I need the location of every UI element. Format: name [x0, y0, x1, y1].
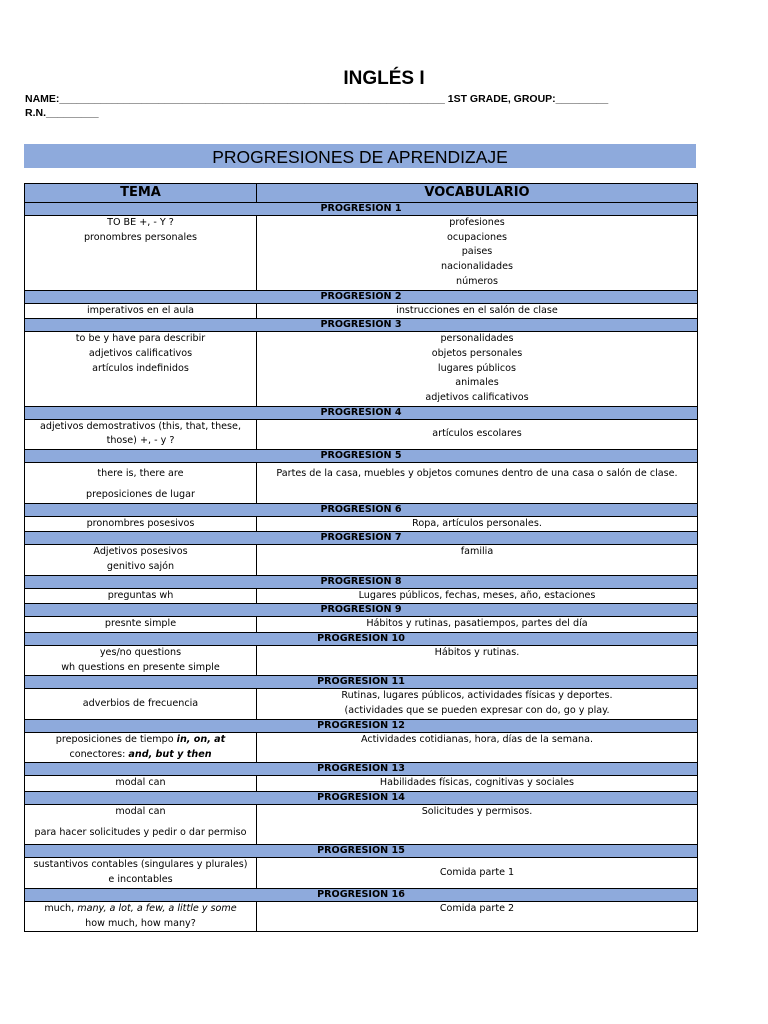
- tema-cell: [25, 858, 257, 888]
- table-row: [25, 689, 698, 719]
- progression-band: [25, 676, 698, 689]
- tema-cell: presnte simple: [25, 617, 257, 633]
- tema-line: sustantivos contables (singulares y plurales): [33, 859, 248, 871]
- tema-text: preposiciones de tiempo: [55, 733, 177, 745]
- tema-line: e incontables: [108, 874, 173, 886]
- column-header-vocabulario: VOCABULARIO: [257, 184, 698, 203]
- progression-band: [25, 532, 698, 545]
- tema-line: [27, 748, 254, 763]
- tema-emphasis: many, a lot, a few, a little y some: [77, 902, 237, 914]
- progression-label: PROGRESION 4: [25, 406, 698, 419]
- progression-label: PROGRESION 10: [25, 633, 698, 646]
- tema-text: much,: [44, 902, 78, 914]
- progression-band: [25, 503, 698, 516]
- vocab-cell: Habilidades físicas, cognitivas y sociales: [257, 776, 698, 792]
- vocab-line: nacionalidades: [440, 261, 514, 273]
- tema-line: para hacer solicitudes y pedir o dar permiso: [34, 826, 247, 838]
- progression-label: PROGRESION 6: [25, 503, 698, 516]
- tema-cell: [25, 804, 257, 844]
- table-row: [25, 617, 698, 633]
- progression-band: [25, 319, 698, 332]
- progression-label: PROGRESION 15: [25, 845, 698, 858]
- table-row: [25, 216, 698, 291]
- tema-emphasis: and, but y then: [128, 748, 212, 760]
- tema-cell: preguntas wh: [25, 588, 257, 604]
- vocab-cell: Hábitos y rutinas, pasatiempos, partes del día: [257, 617, 698, 633]
- progression-label: PROGRESION 9: [25, 604, 698, 617]
- tema-line: modal can: [115, 805, 166, 817]
- vocab-line: Rutinas, lugares públicos, actividades físicas y deportes.: [341, 690, 613, 702]
- tema-cell: [25, 216, 257, 291]
- vocab-line: (actividades que se pueden expresar con do, go y play.: [344, 705, 610, 717]
- tema-cell: modal can: [25, 776, 257, 792]
- tema-emphasis: in, on, at: [176, 733, 226, 745]
- table-row: [25, 646, 698, 676]
- progression-band: [25, 791, 698, 804]
- progression-band: [25, 604, 698, 617]
- vocab-cell: Comida parte 1: [257, 858, 698, 888]
- tema-line: there is, there are: [97, 468, 184, 480]
- progression-label: PROGRESION 2: [25, 290, 698, 303]
- progression-band: [25, 203, 698, 216]
- tema-cell: [25, 646, 257, 676]
- progression-band: [25, 290, 698, 303]
- table-row: [25, 776, 698, 792]
- vocab-line: objetos personales: [431, 347, 523, 359]
- vocab-line: personalidades: [440, 333, 514, 345]
- vocab-line: profesiones: [449, 217, 505, 228]
- table-row: [25, 858, 698, 888]
- tema-line: [27, 902, 254, 917]
- tema-cell: [25, 545, 257, 575]
- table-row: [25, 419, 698, 449]
- vocab-line: ocupaciones: [447, 231, 507, 243]
- tema-line: to be y have para describir: [75, 333, 206, 345]
- vocab-cell: Partes de la casa, muebles y objetos comunes dentro de una casa o salón de clase.: [257, 463, 698, 503]
- tema-line: adjetivos demostrativos (this, that, these,: [40, 420, 241, 432]
- tema-cell: adverbios de frecuencia: [25, 689, 257, 719]
- tema-line: Adjetivos posesivos: [93, 546, 188, 558]
- vocab-cell: artículos escolares: [257, 419, 698, 449]
- column-header-tema: TEMA: [25, 184, 257, 203]
- table-row: [25, 516, 698, 532]
- progressions-table: [24, 183, 698, 932]
- progression-band: [25, 719, 698, 732]
- progression-label: PROGRESION 13: [25, 763, 698, 776]
- document-title: INGLÉS I: [343, 68, 425, 89]
- vocab-cell: familia: [257, 545, 698, 575]
- vocab-cell: Ropa, artículos personales.: [257, 516, 698, 532]
- table-row: [25, 901, 698, 931]
- progression-band: [25, 888, 698, 901]
- tema-line: pronombres personales: [83, 231, 198, 243]
- tema-line: genitivo sajón: [106, 560, 175, 572]
- table-row: [25, 732, 698, 762]
- tema-cell: imperativos en el aula: [25, 303, 257, 319]
- vocab-line: lugares públicos: [437, 362, 517, 374]
- vocab-cell: [257, 216, 698, 291]
- tema-line: preposiciones de lugar: [86, 488, 195, 500]
- progression-label: PROGRESION 7: [25, 532, 698, 545]
- table-header-row: [25, 184, 698, 203]
- table-row: [25, 545, 698, 575]
- vocab-line: animales: [455, 377, 499, 389]
- progression-label: PROGRESION 16: [25, 888, 698, 901]
- vocab-cell: Hábitos y rutinas.: [257, 646, 698, 676]
- section-banner: PROGRESIONES DE APRENDIZAJE: [24, 144, 696, 168]
- progression-band: [25, 845, 698, 858]
- progression-band: [25, 763, 698, 776]
- tema-cell: pronombres posesivos: [25, 516, 257, 532]
- name-grade-group-line: NAME:__________________________________________________________________ 1ST GRADE, GROUP:_________: [25, 93, 609, 105]
- tema-cell: [25, 419, 257, 449]
- vocab-cell: [257, 332, 698, 407]
- vocab-cell: [257, 689, 698, 719]
- tema-text: conectores:: [69, 748, 129, 760]
- tema-cell: [25, 463, 257, 503]
- progression-label: PROGRESION 11: [25, 676, 698, 689]
- vocab-line: adjetivos calificativos: [425, 392, 529, 404]
- table-row: [25, 332, 698, 407]
- progression-label: PROGRESION 14: [25, 791, 698, 804]
- tema-line: how much, how many?: [85, 917, 196, 929]
- table-row: [25, 588, 698, 604]
- vocab-cell: Solicitudes y permisos.: [257, 804, 698, 844]
- progression-label: PROGRESION 1: [25, 203, 698, 216]
- tema-cell: [25, 732, 257, 762]
- tema-line: artículos indefinidos: [92, 362, 189, 374]
- tema-cell: [25, 901, 257, 931]
- tema-line: wh questions en presente simple: [61, 661, 220, 673]
- tema-cell: [25, 332, 257, 407]
- tema-line: TO BE +, - Y ?: [107, 217, 174, 228]
- progression-band: [25, 633, 698, 646]
- tema-line: [27, 733, 254, 748]
- progression-label: PROGRESION 3: [25, 319, 698, 332]
- table-row: [25, 463, 698, 503]
- progression-label: PROGRESION 12: [25, 719, 698, 732]
- table-row: [25, 303, 698, 319]
- vocab-cell: Actividades cotidianas, hora, días de la semana.: [257, 732, 698, 762]
- progression-band: [25, 450, 698, 463]
- progression-label: PROGRESION 5: [25, 450, 698, 463]
- rn-line: R.N._________: [25, 107, 99, 119]
- vocab-line: paises: [461, 246, 493, 258]
- progression-band: [25, 406, 698, 419]
- progression-band: [25, 575, 698, 588]
- vocab-line: números: [455, 275, 498, 287]
- progression-label: PROGRESION 8: [25, 575, 698, 588]
- tema-line: yes/no questions: [99, 647, 182, 659]
- vocab-cell: Lugares públicos, fechas, meses, año, estaciones: [257, 588, 698, 604]
- tema-line: adjetivos calificativos: [88, 347, 193, 359]
- tema-line: those) +, - y ?: [106, 435, 175, 447]
- vocab-cell: instrucciones en el salón de clase: [257, 303, 698, 319]
- table-row: [25, 804, 698, 844]
- vocab-cell: Comida parte 2: [257, 901, 698, 931]
